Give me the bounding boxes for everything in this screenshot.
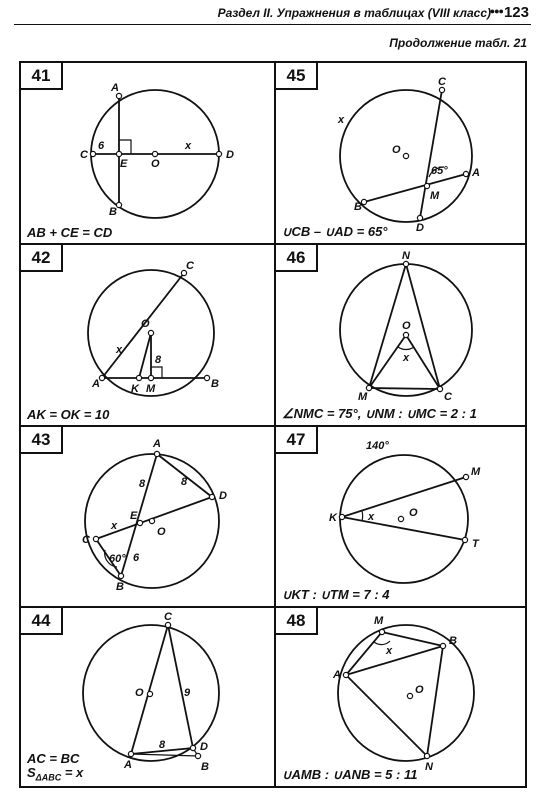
header-dots: ●●● <box>489 6 503 16</box>
label-o: O <box>135 687 144 699</box>
exercise-number: 42 <box>21 245 63 272</box>
label-o: O <box>151 158 160 170</box>
exercise-condition-2: $S_{\Delta ABC} = x$ <box>27 765 84 783</box>
label-o: O <box>157 526 166 538</box>
label-o: O <box>392 144 401 156</box>
exercise-number: 43 <box>21 427 63 454</box>
label-e: E <box>120 158 128 170</box>
exercise-number: 41 <box>21 63 63 90</box>
label-o: O <box>415 684 424 696</box>
label-e: E <box>130 510 138 522</box>
label-b: B <box>211 378 219 390</box>
label-o: O <box>402 320 411 332</box>
exercise-45 <box>276 63 527 243</box>
label-b: B <box>109 206 117 218</box>
label-d: D <box>226 149 234 161</box>
exercise-condition: ∪AMB : ∪ANB = 5 : 11 <box>282 767 418 782</box>
figure-46 <box>276 245 527 425</box>
label-x: x <box>403 352 410 364</box>
header-rule <box>14 24 531 25</box>
label-m: M <box>471 466 481 478</box>
exercise-condition: ∠NMC = 75°, ∪NM : ∪MC = 2 : 1 <box>282 406 477 421</box>
label-8: 8 <box>159 739 166 751</box>
label-8a: 8 <box>139 478 146 490</box>
label-9: 9 <box>184 687 191 699</box>
exercise-number: 46 <box>276 245 318 272</box>
label-a: A <box>111 82 119 94</box>
label-6: 6 <box>98 140 105 152</box>
label-c: C <box>80 149 88 161</box>
label-x: x <box>111 520 118 532</box>
label-a: A <box>472 167 480 179</box>
exercise-number: 47 <box>276 427 318 454</box>
label-6: 6 <box>133 552 140 564</box>
exercise-41 <box>21 63 274 243</box>
label-a: A <box>124 759 132 771</box>
label-c: C <box>186 260 194 272</box>
label-a: A <box>92 378 100 390</box>
label-o: O <box>141 318 150 330</box>
label-x: x <box>386 645 393 657</box>
label-n: N <box>402 250 410 262</box>
label-c: C <box>438 76 446 88</box>
exercise-condition-1: AC = BC <box>27 751 80 766</box>
section-title: Раздел II. Упражнения в таблицах (VIII класс) <box>217 6 491 20</box>
label-a: A <box>333 669 341 681</box>
label-angle: 65° <box>431 165 448 177</box>
label-b: B <box>449 635 457 647</box>
page-number: 123 <box>503 4 529 21</box>
exercise-condition: AK = OK = 10 <box>27 407 110 422</box>
page-header <box>0 0 545 60</box>
label-c: C <box>82 534 90 546</box>
label-k: K <box>131 383 139 395</box>
label-d: D <box>416 222 424 234</box>
label-m: M <box>374 615 384 627</box>
exercise-42 <box>21 245 274 425</box>
label-b: B <box>354 201 362 213</box>
exercise-number: 44 <box>21 608 63 635</box>
figure-45 <box>276 63 527 243</box>
label-8: 8 <box>155 354 162 366</box>
exercise-43 <box>21 427 274 606</box>
exercise-condition: AB + CE = CD <box>27 225 113 240</box>
figure-41 <box>21 63 274 243</box>
label-m: M <box>430 190 440 202</box>
exercise-48 <box>276 608 527 786</box>
label-c: C <box>444 391 452 403</box>
label-c: C <box>164 611 172 623</box>
exercise-condition: ∪CB – ∪AD = 65° <box>282 224 388 239</box>
label-n: N <box>425 761 433 773</box>
exercise-number: 45 <box>276 63 318 90</box>
label-o: O <box>409 507 418 519</box>
exercise-44 <box>21 608 274 786</box>
exercise-table <box>19 61 527 788</box>
label-k: K <box>329 512 337 524</box>
exercise-46 <box>276 245 527 425</box>
figure-42 <box>21 245 274 425</box>
label-t: T <box>472 538 479 550</box>
label-d: D <box>219 490 227 502</box>
label-x: x <box>185 140 192 152</box>
label-m: M <box>358 391 368 403</box>
label-d: D <box>200 741 208 753</box>
table-continuation: Продолжение табл. 21 <box>389 36 527 50</box>
label-arc: 140° <box>366 440 389 452</box>
label-x: x <box>338 114 345 126</box>
label-b: B <box>201 761 209 773</box>
label-x: x <box>116 344 123 356</box>
label-a: A <box>153 438 161 450</box>
label-b: B <box>116 581 124 593</box>
exercise-number: 48 <box>276 608 318 635</box>
label-8b: 8 <box>181 476 188 488</box>
exercise-47 <box>276 427 527 606</box>
label-x: x <box>368 511 375 523</box>
label-m: M <box>146 383 156 395</box>
label-angle: 60° <box>109 553 126 565</box>
exercise-condition: ∪KT : ∪TM = 7 : 4 <box>282 587 390 602</box>
